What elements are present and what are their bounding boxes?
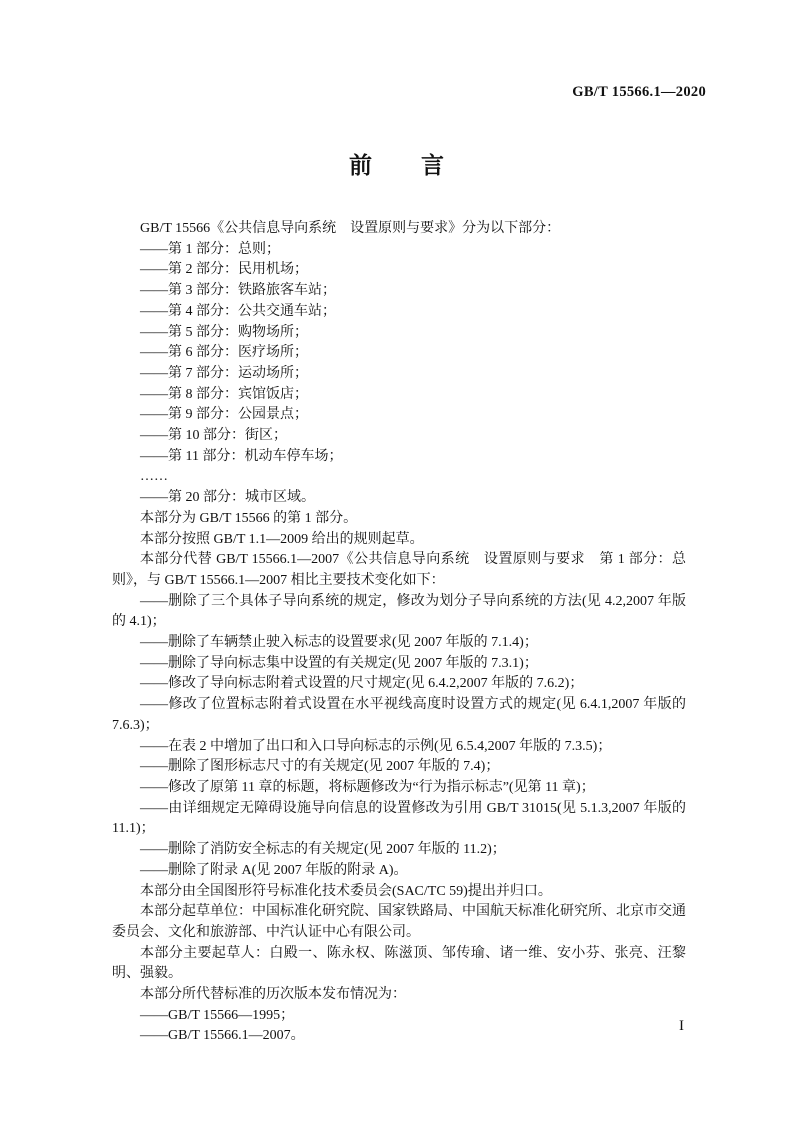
paragraph-line: 本部分为 GB/T 15566 的第 1 部分。 bbox=[140, 510, 358, 526]
part-list-item: ——第 7 部分：运动场所； bbox=[140, 365, 308, 381]
change-list-item: ——由详细规定无障碍设施导向信息的设置修改为引用 GB/T 31015(见 5.1.3,2007 年版的 11.1)； bbox=[112, 800, 686, 837]
part-list-item: ——第 2 部分：民用机场； bbox=[140, 262, 308, 278]
history-list-item: ——GB/T 15566—1995； bbox=[140, 1007, 295, 1023]
paragraph-line: 本部分主要起草人：白殿一、陈永权、陈滋顶、邹传瑜、诸一维、安小芬、张亮、汪黎明、强毅。 bbox=[112, 945, 686, 982]
paragraph-line: 本部分所代替标准的历次版本发布情况为： bbox=[140, 987, 406, 1003]
change-list-item: ——删除了附录 A(见 2007 年版的附录 A)。 bbox=[140, 862, 408, 878]
change-list-item: ——修改了原第 11 章的标题，将标题修改为“行为指示标志”(见第 11 章)； bbox=[140, 779, 595, 795]
part-list-item: ——第 5 部分：购物场所； bbox=[140, 324, 308, 340]
paragraph-line: 本部分代替 GB/T 15566.1—2007《公共信息导向系统 设置原则与要求 第 1 部分：总则》，与 GB/T 15566.1—2007 相比主要技术变化如下： bbox=[112, 552, 686, 588]
part-list-item: ——第 3 部分：铁路旅客车站； bbox=[140, 283, 336, 299]
change-list-item: ——修改了位置标志附着式设置在水平视线高度时设置方式的规定(见 6.4.1,2007 年版的 7.6.3)； bbox=[112, 697, 686, 733]
page-title: 前 言 bbox=[349, 153, 445, 178]
paragraph-line: 本部分按照 GB/T 1.1—2009 给出的规则起草。 bbox=[140, 531, 424, 547]
change-list-item: ——在表 2 中增加了出口和入口导向标志的示例(见 6.5.4,2007 年版的 7.3.5)； bbox=[140, 738, 612, 754]
standard-number: GB/T 15566.1—2020 bbox=[572, 84, 706, 100]
ellipsis-line: …… bbox=[140, 469, 168, 485]
part-list-item: ——第 9 部分：公园景点； bbox=[140, 407, 308, 423]
change-list-item: ——删除了导向标志集中设置的有关规定(见 2007 年版的 7.3.1)； bbox=[140, 655, 538, 671]
change-list-item: ——修改了导向标志附着式设置的尺寸规定(见 6.4.2,2007 年版的 7.6.2)； bbox=[140, 676, 584, 692]
change-list-item: ——删除了三个具体子导向系统的规定，修改为划分子导向系统的方法(见 4.2,2007 年版的 4.1)； bbox=[112, 593, 686, 630]
paragraph-line: 本部分起草单位：中国标准化研究院、国家铁路局、中国航天标准化研究所、北京市交通委员会、文化和旅游部、中汽认证中心有限公司。 bbox=[112, 904, 686, 940]
page-number: I bbox=[679, 1018, 684, 1034]
part-list-item: ——第 10 部分：街区； bbox=[140, 428, 287, 444]
part-list-item: ——第 4 部分：公共交通车站； bbox=[140, 303, 336, 319]
paragraph-intro: GB/T 15566《公共信息导向系统 设置原则与要求》分为以下部分： bbox=[140, 221, 561, 236]
change-list-item: ——删除了车辆禁止驶入标志的设置要求(见 2007 年版的 7.1.4)； bbox=[140, 635, 538, 651]
change-list-item: ——删除了消防安全标志的有关规定(见 2007 年版的 11.2)； bbox=[140, 842, 506, 858]
change-list-item: ——删除了图形标志尺寸的有关规定(见 2007 年版的 7.4)； bbox=[140, 759, 500, 775]
paragraph-line: 本部分由全国图形符号标准化技术委员会(SAC/TC 59)提出并归口。 bbox=[140, 883, 552, 899]
part-list-item: ——第 1 部分：总则； bbox=[140, 241, 280, 257]
part-list-item: ——第 8 部分：宾馆饭店； bbox=[140, 386, 308, 402]
history-list-item: ——GB/T 15566.1—2007。 bbox=[140, 1028, 305, 1044]
part-list-item: ——第 20 部分：城市区域。 bbox=[140, 490, 315, 506]
foreword-body bbox=[112, 219, 686, 1047]
part-list-item: ——第 11 部分：机动车停车场； bbox=[140, 448, 343, 464]
part-list-item: ——第 6 部分：医疗场所； bbox=[140, 345, 308, 361]
